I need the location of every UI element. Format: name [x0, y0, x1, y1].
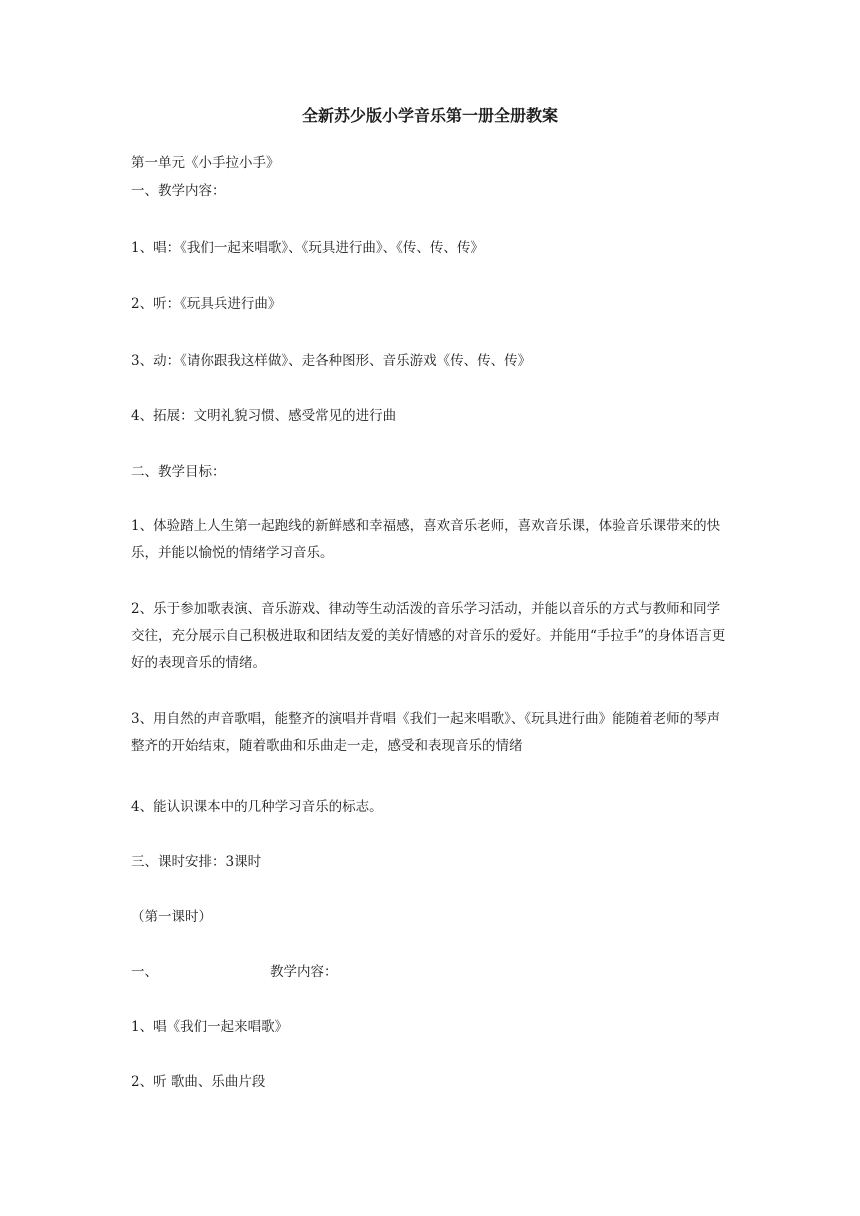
document-title: 全新苏少版小学音乐第一册全册教案 [301, 106, 558, 125]
unit-heading: 第一单元《小手拉小手》 [131, 155, 280, 171]
lesson-label: （第一课时） [131, 909, 212, 925]
goal-paragraph: 2、乐于参加歌表演、音乐游戏、律动等生动活泼的音乐学习活动，并能以音乐的方式与教师和同学交往，充分展示自己积极进取和团结友爱的美好情感的对音乐的爱好。并能用“手拉手”的身体语言更好的表现音乐的情绪。 [131, 601, 726, 671]
content-item: 4、拓展：文明礼貌习惯、感受常见的进行曲 [131, 408, 397, 424]
lesson-section-number: 一、 [131, 964, 158, 980]
section-heading-content: 一、教学内容： [131, 183, 226, 199]
content-item: 3、动：《请你跟我这样做》、走各种图形、音乐游戏《传、传、传》 [131, 353, 532, 369]
lesson-section-heading [131, 961, 731, 983]
section-heading-goals: 二、教学目标： [131, 464, 226, 480]
lesson-item: 2、听 歌曲、乐曲片段 [131, 1074, 266, 1090]
lesson-item: 1、唱《我们一起来唱歌》 [131, 1019, 289, 1035]
section-heading-schedule: 三、课时安排：3课时 [131, 854, 262, 870]
content-item: 2、听：《玩具兵进行曲》 [131, 296, 282, 312]
goal-paragraph: 1、体验踏上人生第一起跑线的新鲜感和幸福感，喜欢音乐老师，喜欢音乐课，体验音乐课带来的快乐，并能以愉悦的情绪学习音乐。 [131, 518, 721, 561]
goal-paragraph: 4、能认识课本中的几种学习音乐的标志。 [131, 799, 383, 815]
goal-paragraph: 3、用自然的声音歌唱，能整齐的演唱并背唱《我们一起来唱歌》、《玩具进行曲》能随着老师的琴声整齐的开始结束，随着歌曲和乐曲走一走，感受和表现音乐的情绪 [131, 711, 721, 754]
lesson-section-text: 教学内容： [270, 964, 338, 980]
content-item: 1、唱：《我们一起来唱歌》、《玩具进行曲》、《传、传、传》 [131, 240, 484, 256]
